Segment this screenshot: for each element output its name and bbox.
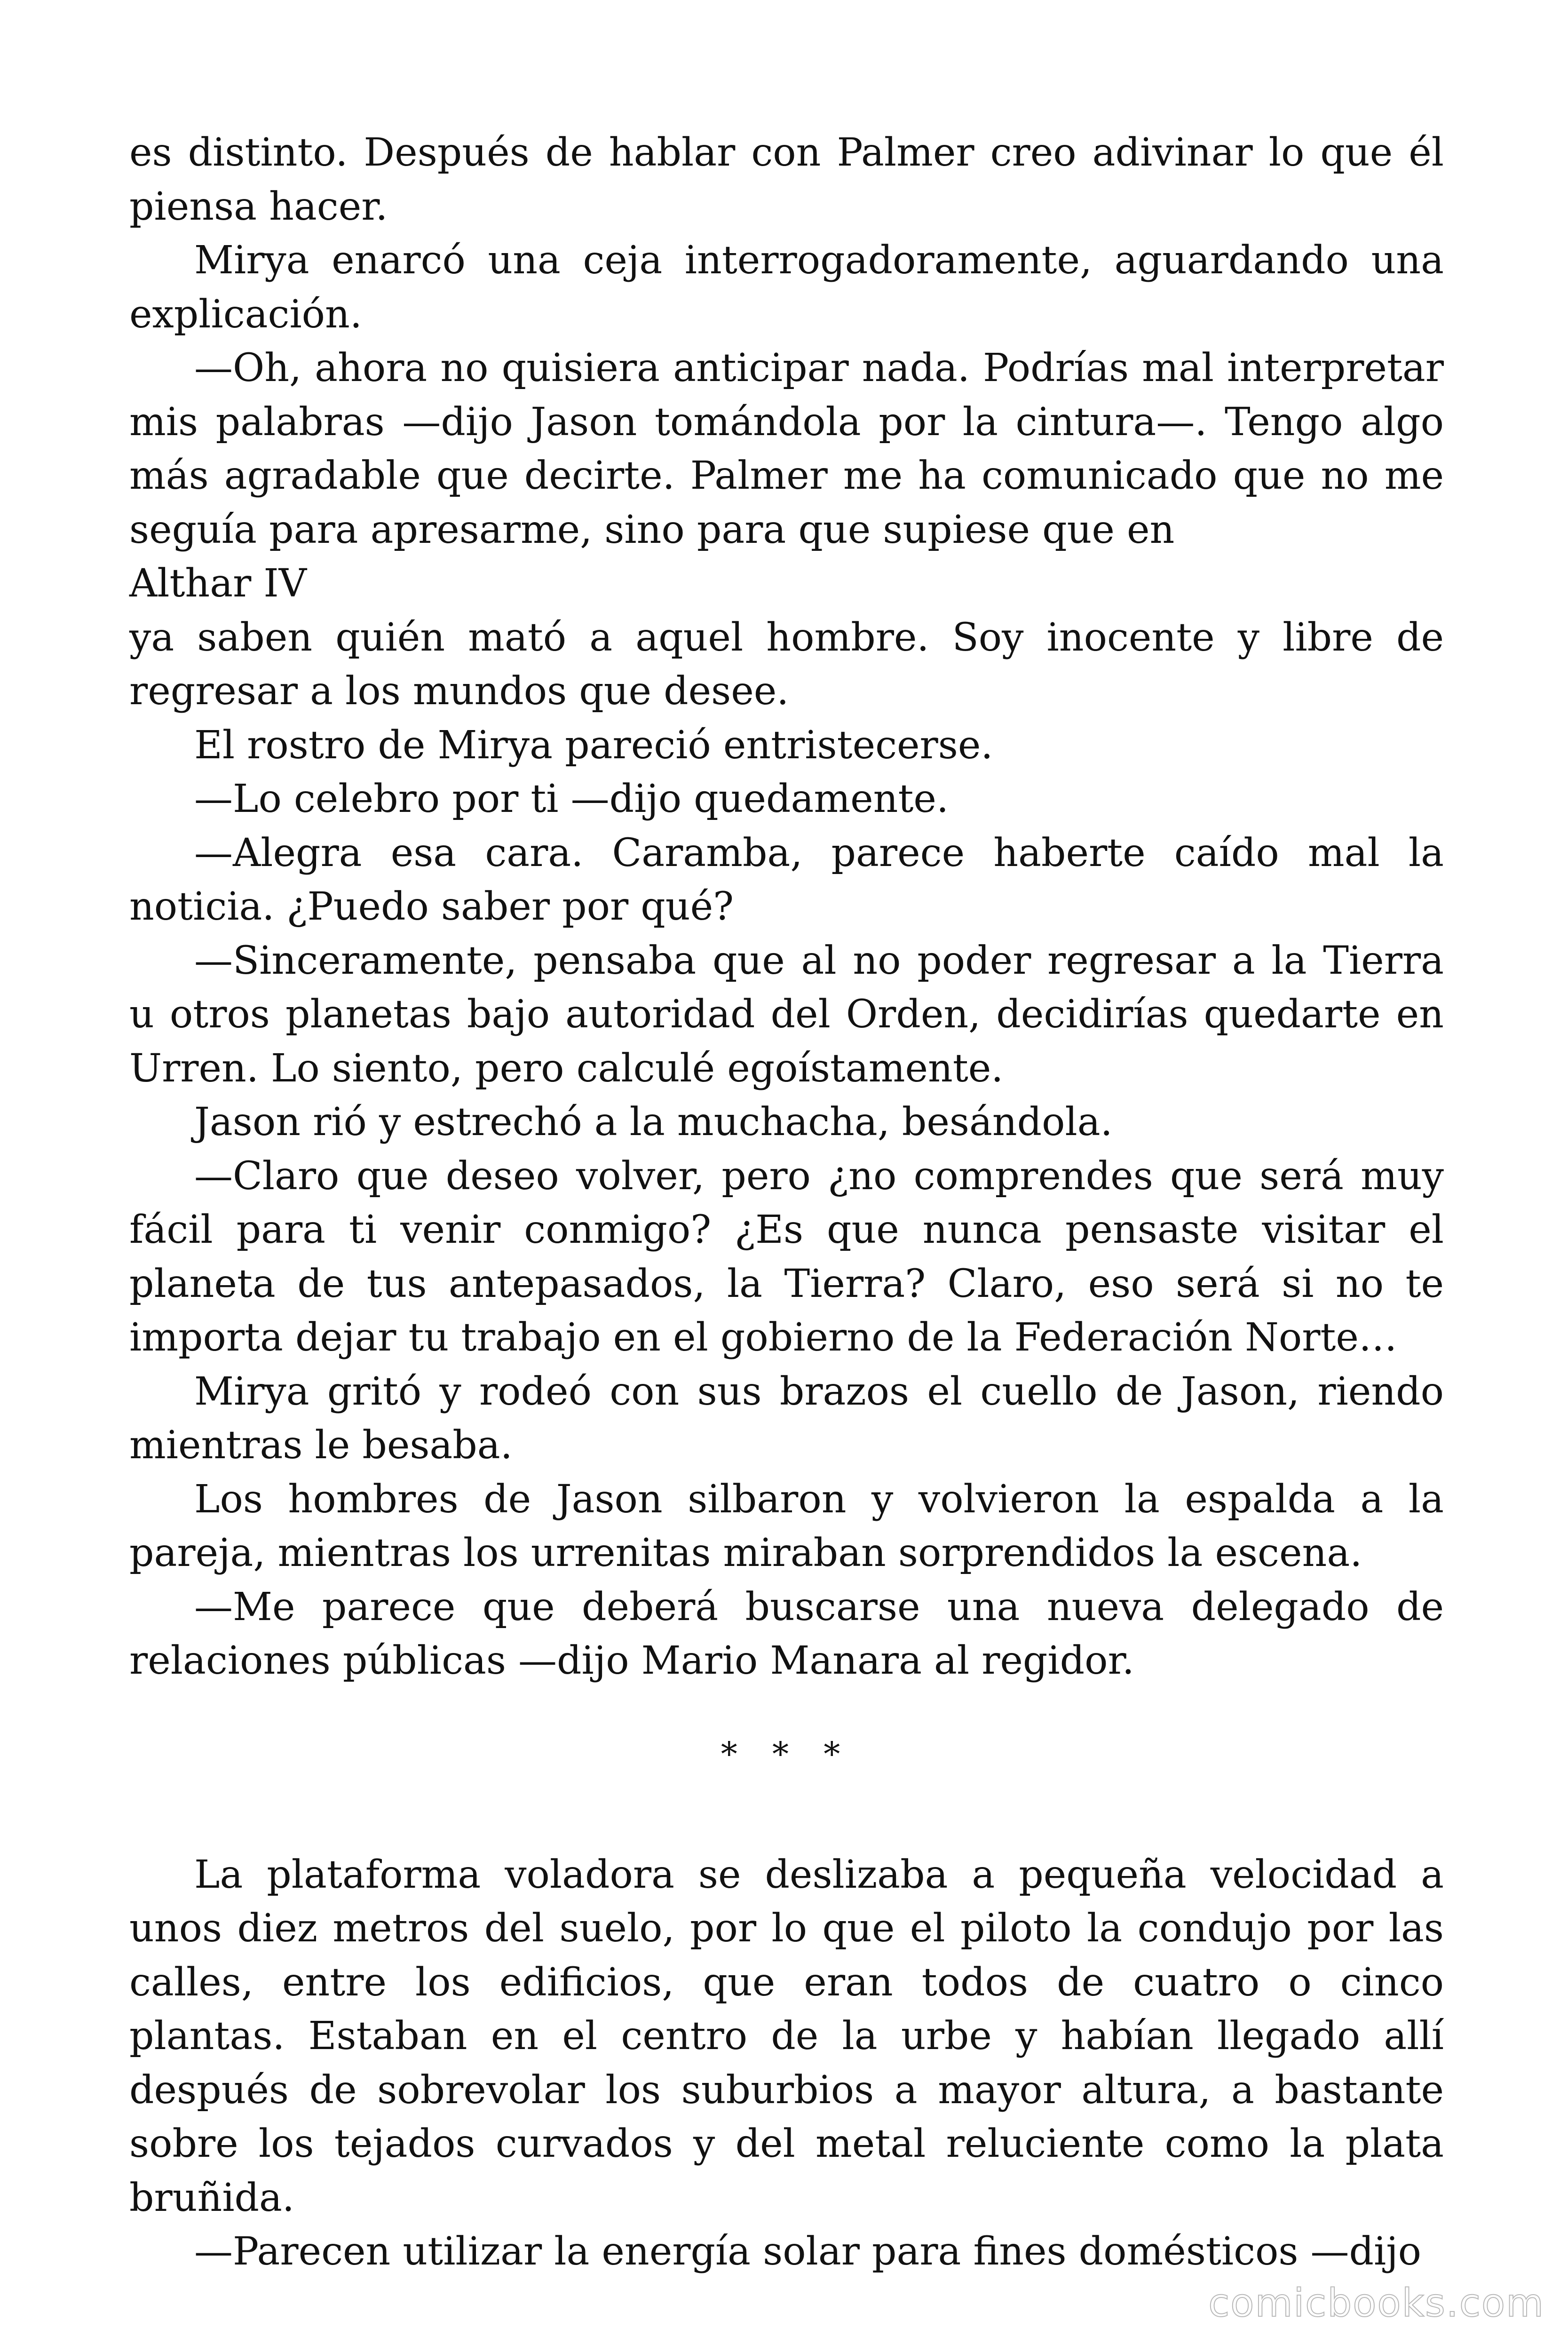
paragraph: ya saben quién mató a aquel hombre. Soy inocente y libre de regresar a los mundos que desee. (129, 615, 1444, 714)
paragraph: El rostro de Mirya pareció entristecerse. (194, 723, 993, 768)
paragraph: —Me parece que deberá buscarse una nueva delegado de relaciones públicas —dijo Mario Manara al regidor. (129, 1584, 1444, 1683)
paragraph: —Claro que deseo volver, pero ¿no comprendes que será muy fácil para ti venir conmigo? ¿Es que nunca pensaste visitar el planeta de tus antepasados, la Tierra? Claro, eso será si no te importa dejar tu trabajo en el gobierno de la Federación Norte… (129, 1153, 1444, 1360)
paragraph: —Alegra esa cara. Caramba, parece haberte caído mal la noticia. ¿Puedo saber por qué? (129, 830, 1444, 929)
paragraph: La plataforma voladora se deslizaba a pequeña velocidad a unos diez metros del suelo, por lo que el piloto la condujo por las calles, entre los edificios, que eran todos de cuatro o cinco plantas. Estaban en el centro de la urbe y habían llegado allí después de sobrevolar los suburbios a mayor altura, a bastante sobre los tejados curvados y del metal reluciente como la plata bruñida. (129, 1852, 1444, 2220)
paragraph: Los hombres de Jason silbaron y volvieron la espalda a la pareja, mientras los urrenitas miraban sorprendidos la escena. (129, 1477, 1444, 1575)
paragraph: es distinto. Después de hablar con Palmer creo adivinar lo que él piensa hacer. (129, 130, 1444, 229)
paragraph: Mirya gritó y rodeó con sus brazos el cuello de Jason, riendo mientras le besaba. (129, 1369, 1444, 1468)
paragraph: Jason rió y estrechó a la muchacha, besándola. (194, 1100, 1113, 1144)
paragraph: —Lo celebro por ti —dijo quedamente. (194, 777, 949, 821)
paragraph: Althar IV (129, 561, 307, 606)
watermark: comicbooks.com (1208, 2281, 1544, 2326)
paragraph: Mirya enarcó una ceja interrogadoramente, aguardando una explicación. (129, 238, 1444, 337)
paragraph: —Sinceramente, pensaba que al no poder regresar a la Tierra u otros planetas bajo autoridad del Orden, decidirías quedarte en Urren. Lo siento, pero calculé egoístamente. (129, 938, 1444, 1091)
paragraph: —Oh, ahora no quisiera anticipar nada. Podrías mal interpretar mis palabras —dijo Jason tomándola por la cintura—. Tengo algo más agradable que decirte. Palmer me ha comunicado que no me seguía para apresarme, sino para que supiese que en (129, 346, 1444, 552)
section-separator: * * * (721, 1734, 853, 1773)
paragraph: —Parecen utilizar la energía solar para fines domésticos —dijo (194, 2229, 1422, 2274)
book-page (129, 126, 1444, 2279)
